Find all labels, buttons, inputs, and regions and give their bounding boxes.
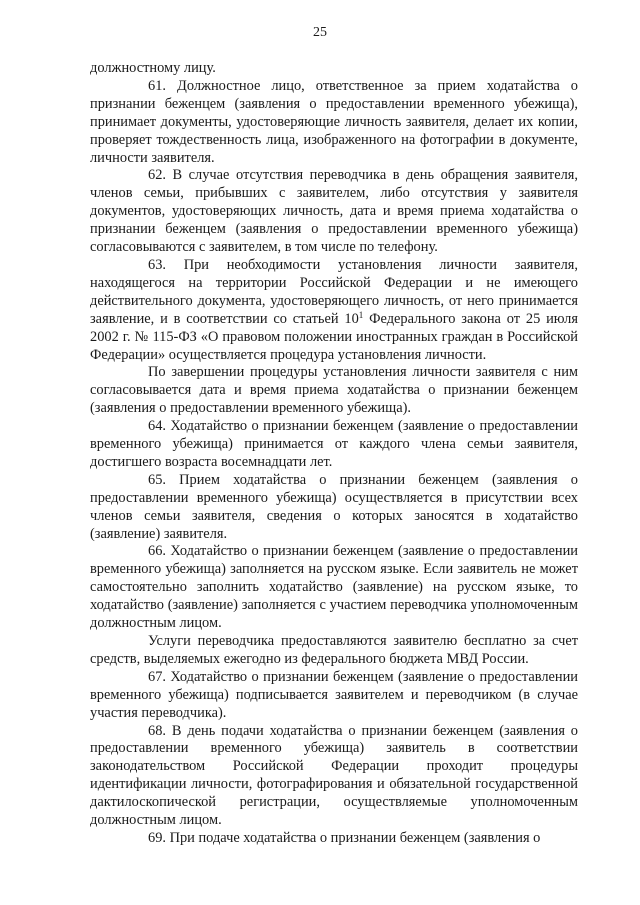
paragraph-67: 67. Ходатайство о признании беженцем (заявление о предоставлении временного убежища) подписывается заявителем и переводчиком (в случае участия переводчика).: [90, 668, 578, 721]
page-number: 25: [313, 25, 327, 40]
paragraph-62: 62. В случае отсутствия переводчика в день обращения заявителя, членов семьи, прибывших с заявителем, либо отсутствия у заявителя документов, удостоверяющих личность, дата и время приема ходатайства о признании беженцем (заявления о предоставлении временного убежища) согласовываются с заявителем, в том числе по телефону.: [90, 167, 578, 256]
paragraph-65: 65. Прием ходатайства о признании беженцем (заявления о предоставлении временного убежища) осуществляется в присутствии всех членов семьи заявителя, сведения о которых заносятся в ходатайство (заявление) заявителя.: [90, 471, 578, 542]
paragraph-61: 61. Должностное лицо, ответственное за прием ходатайства о признании беженцем (заявления о предоставлении временного убежища), принимает документы, удостоверяющие личность заявителя, делает их копии, проверяет тождественность лица, изображенного на фотографии в документе, личности заявителя.: [90, 77, 578, 166]
paragraph-64: 64. Ходатайство о признании беженцем (заявление о предоставлении временного убежища) принимается от каждого члена семьи заявителя, достигшего возраста восемнадцати лет.: [90, 418, 578, 470]
paragraph-continuation: должностному лицу.: [90, 60, 216, 76]
paragraph-69: 69. При подаче ходатайства о признании беженцем (заявления о: [148, 829, 541, 846]
paragraph-63-text-start: 63. При необходимости установления личности заявителя, находящегося на территории Российской Федерации и не имеющего действительного документа, удостоверяющего личность, от него принимается заявление, и в соответствии со статьей 10: [90, 256, 578, 327]
article-superscript: 1: [358, 309, 364, 320]
paragraph-63-text-end: Федерального закона от 25 июля 2002 г. № 115-ФЗ «О правовом положении иностранных граждан в Российской Федерации» осуществляется процедура установления личности.: [90, 310, 578, 363]
paragraph-66: 66. Ходатайство о признании беженцем (заявление о предоставлении временного убежища) заполняется на русском языке. Если заявитель не может самостоятельно заполнить ходатайство (заявление) на русском языке, то ходатайство (заявление) заполняется с участием переводчика уполномоченным должностным лицом.: [90, 543, 578, 632]
paragraph-63-continued: По завершении процедуры установления личности заявителя с ним согласовывается дата и время приема ходатайства о признании беженцем (заявления о предоставлении временного убежища).: [90, 364, 578, 417]
paragraph-63: [90, 257, 578, 364]
document-body: [90, 60, 578, 848]
paragraph-66-continued: Услуги переводчика предоставляются заявителю бесплатно за счет средств, выделяемых ежегодно из федерального бюджета МВД России.: [90, 633, 578, 667]
paragraph-68: 68. В день подачи ходатайства о признании беженцем (заявления о предоставлении временного убежища) заявитель в соответствии законодательством Российской Федерации проходит процедуры идентификации личности, фотографирования и обязательной государственной дактилоскопической регистрации, осуществляемые уполномоченным должностным лицом.: [90, 722, 578, 829]
